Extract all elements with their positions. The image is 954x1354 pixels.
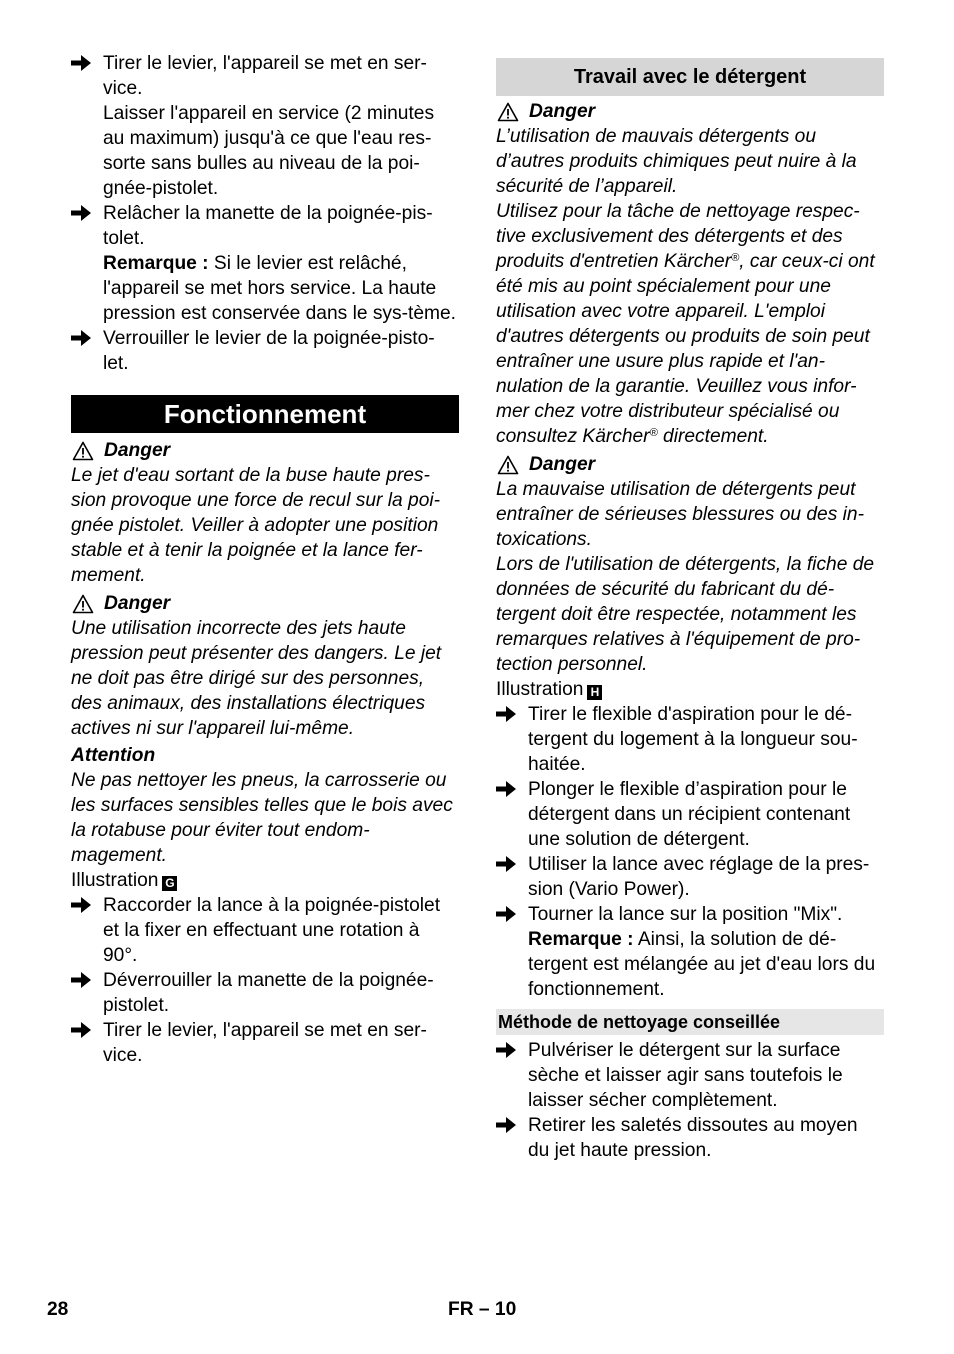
danger-text: Une utilisation incorrecte des jets haute pression peut présenter des dangers. Le jet ne doit pas être dirigé sur des personnes, des animaux, des installations électriques actives ni sur l'appareil lui-même. [71, 618, 442, 739]
danger-text-part: directement. [657, 426, 769, 447]
arrow-right-icon [496, 1117, 516, 1133]
instruction-step [71, 51, 459, 201]
note-text: Ainsi, la solution de dé-tergent est mélangée au jet d'eau lors du fonctionnement. [528, 929, 876, 1000]
step-text: Tirer le levier, l'appareil se met en ser-vice. [103, 1020, 427, 1066]
warning-triangle-icon [497, 102, 519, 122]
danger-label [71, 591, 459, 616]
note-label: Remarque : [103, 253, 209, 274]
section-heading-fonctionnement: Fonctionnement [71, 395, 459, 433]
arrow-right-icon [496, 906, 516, 922]
step-note [528, 927, 884, 1002]
danger-label-text: Danger [529, 454, 596, 475]
danger-text: Le jet d'eau sortant de la buse haute pres-sion provoque une force de recul sur la poi-gnée pistolet. Veiller à adopter une position stable et à tenir la poignée et la lance fer-mement. [71, 465, 441, 586]
subsection-heading-methode: Méthode de nettoyage conseillée [496, 1009, 884, 1035]
arrow-right-icon [71, 897, 91, 913]
step-text: Relâcher la manette de la poignée-pis-tolet. [103, 203, 433, 249]
illustration-label: Illustration [496, 679, 584, 700]
danger-text: La mauvaise utilisation de détergents peut entraîner de sérieuses blessures ou des in-toxications. [496, 479, 864, 550]
illustration-ref [496, 677, 884, 702]
danger-text [496, 199, 884, 449]
arrow-right-icon [71, 1022, 91, 1038]
step-text: Pulvériser le détergent sur la surface sèche et laisser agir sans toutefois le laisser sécher complètement. [528, 1040, 843, 1111]
step-text: Retirer les saletés dissoutes au moyen du jet haute pression. [528, 1115, 858, 1161]
instruction-step [496, 777, 884, 852]
danger-label-text: Danger [104, 440, 171, 461]
note-label: Remarque : [528, 929, 634, 950]
step-note [103, 251, 459, 326]
attention-text: Ne pas nettoyer les pneus, la carrosserie ou les surfaces sensibles telles que le bois avec la rotabuse pour éviter tout endom-magement. [71, 770, 453, 866]
illustration-letter-icon: H [587, 685, 602, 700]
danger-label [496, 99, 884, 124]
step-text: Tirer le flexible d'aspiration pour le dé-tergent du logement à la longueur sou-haitée. [528, 704, 858, 775]
instruction-step [496, 1113, 884, 1163]
arrow-right-icon [71, 330, 91, 346]
instruction-step [71, 1018, 459, 1068]
warning-triangle-icon [72, 441, 94, 461]
illustration-letter-icon: G [162, 876, 177, 891]
warning-triangle-icon [497, 455, 519, 475]
danger-text: L’utilisation de mauvais détergents ou d’autres produits chimiques peut nuire à la sécurité de l’appareil. [496, 126, 857, 197]
step-text: Tourner la lance sur la position "Mix". [528, 904, 843, 925]
registered-mark: ® [649, 427, 658, 439]
danger-label-text: Danger [529, 101, 596, 122]
instruction-step [496, 852, 884, 902]
step-text: Plonger le flexible d’aspiration pour le détergent dans un récipient contenant une solution de détergent. [528, 779, 851, 850]
step-text: Raccorder la lance à la poignée-pistolet et la fixer en effectuant une rotation à 90°. [103, 895, 441, 966]
step-text: Verrouiller le levier de la poignée-pisto-let. [103, 328, 435, 374]
instruction-step [496, 902, 884, 1002]
step-note: Laisser l'appareil en service (2 minutes au maximum) jusqu'à ce que l'eau res-sorte sans bulles au niveau de la poi-gnée-pistolet. [103, 103, 435, 199]
step-text: Déverrouiller la manette de la poignée-pistolet. [103, 970, 434, 1016]
right-column [496, 51, 884, 1163]
instruction-step [71, 201, 459, 326]
note-text: Si le levier est relâché, l'appareil se met hors service. La haute pression est conservée dans le sys-tème. [103, 253, 457, 324]
arrow-right-icon [496, 781, 516, 797]
danger-text-part: Utilisez pour la tâche de nettoyage respec-tive exclusivement des détergents et des produits d'entretien Kärcher [496, 201, 860, 272]
footer-lang-page: FR – 10 [448, 1299, 517, 1320]
step-text: Tirer le levier, l'appareil se met en ser- vice. [103, 53, 427, 99]
section-heading-detergent: Travail avec le détergent [496, 58, 884, 96]
danger-label-text: Danger [104, 593, 171, 614]
danger-text: Lors de l'utilisation de détergents, la fiche de données de sécurité du fabricant du dé-tergent doit être respectée, notamment les remarques relatives à l'équipement de pro-tection personnel. [496, 554, 875, 675]
danger-label [496, 452, 884, 477]
arrow-right-icon [71, 972, 91, 988]
illustration-ref [71, 868, 459, 893]
arrow-right-icon [71, 55, 91, 71]
instruction-step [71, 893, 459, 968]
instruction-step [496, 1038, 884, 1113]
instruction-step [496, 702, 884, 777]
danger-label [71, 438, 459, 463]
arrow-right-icon [496, 856, 516, 872]
page-number: 28 [47, 1299, 69, 1320]
arrow-right-icon [71, 205, 91, 221]
arrow-right-icon [496, 706, 516, 722]
instruction-step [71, 968, 459, 1018]
illustration-label: Illustration [71, 870, 159, 891]
left-column [71, 51, 459, 1068]
registered-mark: ® [731, 252, 740, 264]
arrow-right-icon [496, 1042, 516, 1058]
step-text: Utiliser la lance avec réglage de la pres-sion (Vario Power). [528, 854, 870, 900]
instruction-step [71, 326, 459, 376]
danger-text-part: , car ceux-ci ont été mis au point spécialement pour une utilisation avec votre appareil. L'emploi d'autres détergents ou produits de soin peut entraîner une usure plus rapide et l'an-nulation de la garantie. Veuillez vous infor-mer chez votre distributeur spécialisé ou consultez Kärcher [496, 251, 875, 447]
attention-label: Attention [71, 745, 156, 766]
warning-triangle-icon [72, 594, 94, 614]
